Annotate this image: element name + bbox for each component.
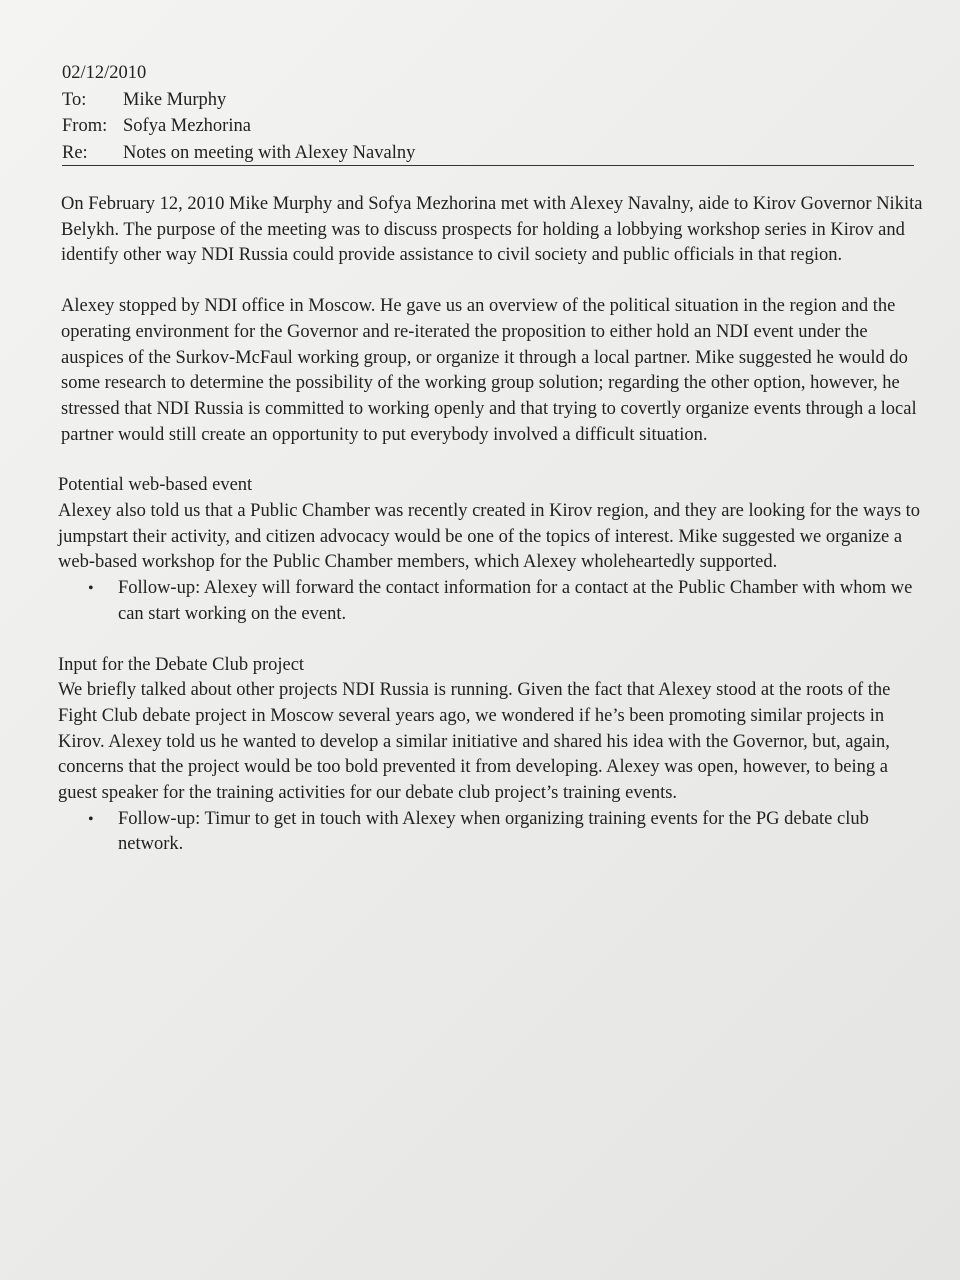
followup-text: Timur to get in touch with Alexey when organizing training events for the PG debate club network.	[118, 808, 869, 855]
memo-header	[62, 60, 914, 166]
memo-to-label: To:	[62, 89, 87, 110]
section-web-event	[58, 473, 928, 627]
paragraph-gap	[58, 448, 928, 473]
followup-label: Follow-up:	[118, 808, 201, 829]
intro-paragraph: On February 12, 2010 Mike Murphy and Sofya Mezhorina met with Alexey Navalny, aide to Kirov Governor Nikita Belykh. The purpose of the meeting was to discuss prospects for holding a lobbying workshop series in Kirov and identify other way NDI Russia could provide assistance to civil society and public officials in that region.	[61, 194, 923, 266]
followup-body	[118, 576, 928, 627]
memo-from-row	[62, 113, 914, 140]
memo-date-row	[62, 60, 914, 87]
overview-paragraph: Alexey stopped by NDI office in Moscow. He gave us an overview of the political situation in the region and the operating environment for the Governor and re-iterated the proposition to either hold an NDI event under the auspices of the Surkov-McFaul working group, or organize it through a local partner. Mike suggested he would do some research to determine the possibility of the working group solution; regarding the other option, however, he stressed that NDI Russia is committed to working openly and that trying to covertly organize events through a local partner would still create an opportunity to put everybody involved a difficult situation.	[61, 296, 917, 445]
section-heading-debate-club: Input for the Debate Club project	[58, 654, 305, 675]
followup-body	[118, 807, 928, 858]
paragraph-gap	[58, 628, 928, 653]
section-text-debate-club: We briefly talked about other projects NDI Russia is running. Given the fact that Alexey stood at the roots of the Fight Club debate project in Moscow several years ago, we wondered if he’s been promoting similar projects in Kirov. Alexey told us he wanted to develop a similar initiative and shared his idea with the Governor, but, again, concerns that the project would be too bold prevented it from developing. Alexey was open, however, to being a guest speaker for the training activities for our debate club project’s training events.	[58, 680, 891, 804]
section-debate-club	[58, 653, 928, 859]
followup-bullet-debate-club	[58, 807, 928, 858]
memo-body	[58, 192, 928, 858]
section-text-web-event: Alexey also told us that a Public Chamber was recently created in Kirov region, and they are looking for the ways to jumpstart their activity, and citizen advocacy would be one of the topics of interest. Mike suggested we organize a web-based workshop for the Public Chamber members, which Alexey wholeheartedly supported.	[58, 501, 921, 573]
memo-from-label: From:	[62, 116, 108, 136]
memo-to-row	[62, 87, 914, 114]
memo-date: 02/12/2010	[62, 63, 147, 83]
header-divider	[62, 165, 914, 166]
memo-re-value: Notes on meeting with Alexey Navalny	[123, 142, 416, 163]
memo-to-value: Mike Murphy	[123, 89, 227, 110]
memo-from-value: Sofya Mezhorina	[123, 116, 251, 136]
memo-re-row	[62, 140, 914, 167]
bullet-icon: •	[88, 580, 94, 598]
paragraph-gap	[58, 269, 928, 294]
memo-re-label: Re:	[62, 142, 88, 163]
bullet-icon: •	[88, 810, 94, 828]
followup-bullet-web-event	[58, 576, 928, 627]
section-heading-web-event: Potential web-based event	[58, 475, 253, 496]
followup-label: Follow-up:	[118, 578, 201, 599]
followup-text: Alexey will forward the contact information for a contact at the Public Chamber with whom we can start working on the event.	[118, 578, 913, 624]
